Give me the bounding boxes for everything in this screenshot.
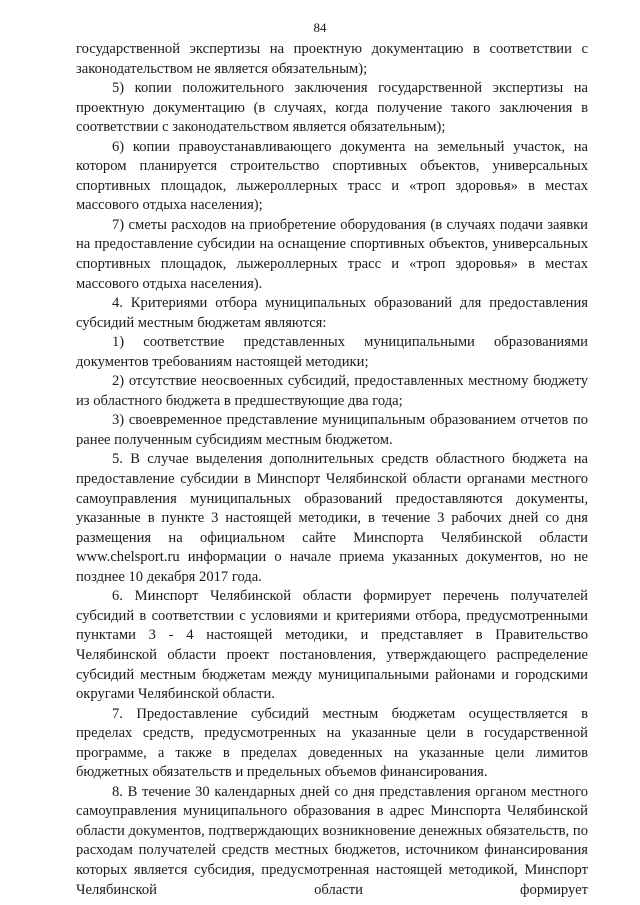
paragraph-section-7: 7. Предоставление субсидий местным бюджетам осуществляется в пределах средств, предусмотренных на указанные цели в государственной программе, а также в пределах доведенных на указанные цели лимитов бюджетных обязательств и предельных объемов финансирования. xyxy=(76,705,588,781)
page-number: 84 xyxy=(313,20,327,35)
paragraph-section-8: 8. В течение 30 календарных дней со дня представления органом местного самоуправления муниципального образования в адрес Минспорта Челябинской области документов, подтверждающих возникновение денежных обязательств, по расходам получателей средств местных бюджетов, источником финансирования которых является субсидия, предусмотренная настоящей методикой, Минспорт Челябинской области формирует xyxy=(76,783,588,898)
paragraph-section-4: 4. Критериями отбора муниципальных образований для предоставления субсидий местным бюджетам являются: xyxy=(76,295,588,331)
document-body xyxy=(76,40,588,900)
paragraph-criterion-1: 1) соответствие представленных муниципальными образованиями документов требованиям настоящей методики; xyxy=(76,334,588,370)
paragraph-item-6: 6) копии правоустанавливающего документа на земельный участок, на котором планируется строительство спортивных объектов, универсальных спортивных площадок, лыжероллерных трасс и «троп здоровья» в местах массового отдыха населения); xyxy=(76,138,588,214)
paragraph-criterion-3: 3) своевременное представление муниципальным образованием отчетов по ранее полученным субсидиям местным бюджетом. xyxy=(76,412,588,448)
paragraph-item-5: 5) копии положительного заключения государственной экспертизы на проектную документацию (в случаях, когда получение такого заключения в соответствии с законодательством является обязательным); xyxy=(76,80,588,136)
paragraph-criterion-2: 2) отсутствие неосвоенных субсидий, предоставленных местному бюджету из областного бюджета в предшествующие два года; xyxy=(76,373,588,409)
paragraph-section-6: 6. Минспорт Челябинской области формирует перечень получателей субсидий в соответствии с условиями и критериями отбора, предусмотренными пунктами 3 - 4 настоящей методики, и представляет в Правительство Челябинской области проект постановления, утверждающего распределение субсидий местным бюджетам между муниципальными районами и городскими округами Челябинской области. xyxy=(76,588,588,703)
paragraph-item-7: 7) сметы расходов на приобретение оборудования (в случаях подачи заявки на предоставление субсидии на оснащение спортивных объектов, универсальных спортивных площадок, лыжероллерных трасс и «троп здоровья» в местах массового отдыха населения). xyxy=(76,216,588,292)
paragraph-continuation: государственной экспертизы на проектную документацию в соответствии с законодательством не является обязательным); xyxy=(76,41,588,77)
paragraph-section-5: 5. В случае выделения дополнительных средств областного бюджета на предоставление субсидии в Минспорт Челябинской области органами местного самоуправления муниципальных образований предоставляются документы, указанные в пункте 3 настоящей методики, в течение 3 рабочих дней со дня размещения на официальном сайте Минспорта Челябинской области www.chelsport.ru информации о начале приема указанных документов, но не позднее 10 декабря 2017 года. xyxy=(76,451,588,585)
